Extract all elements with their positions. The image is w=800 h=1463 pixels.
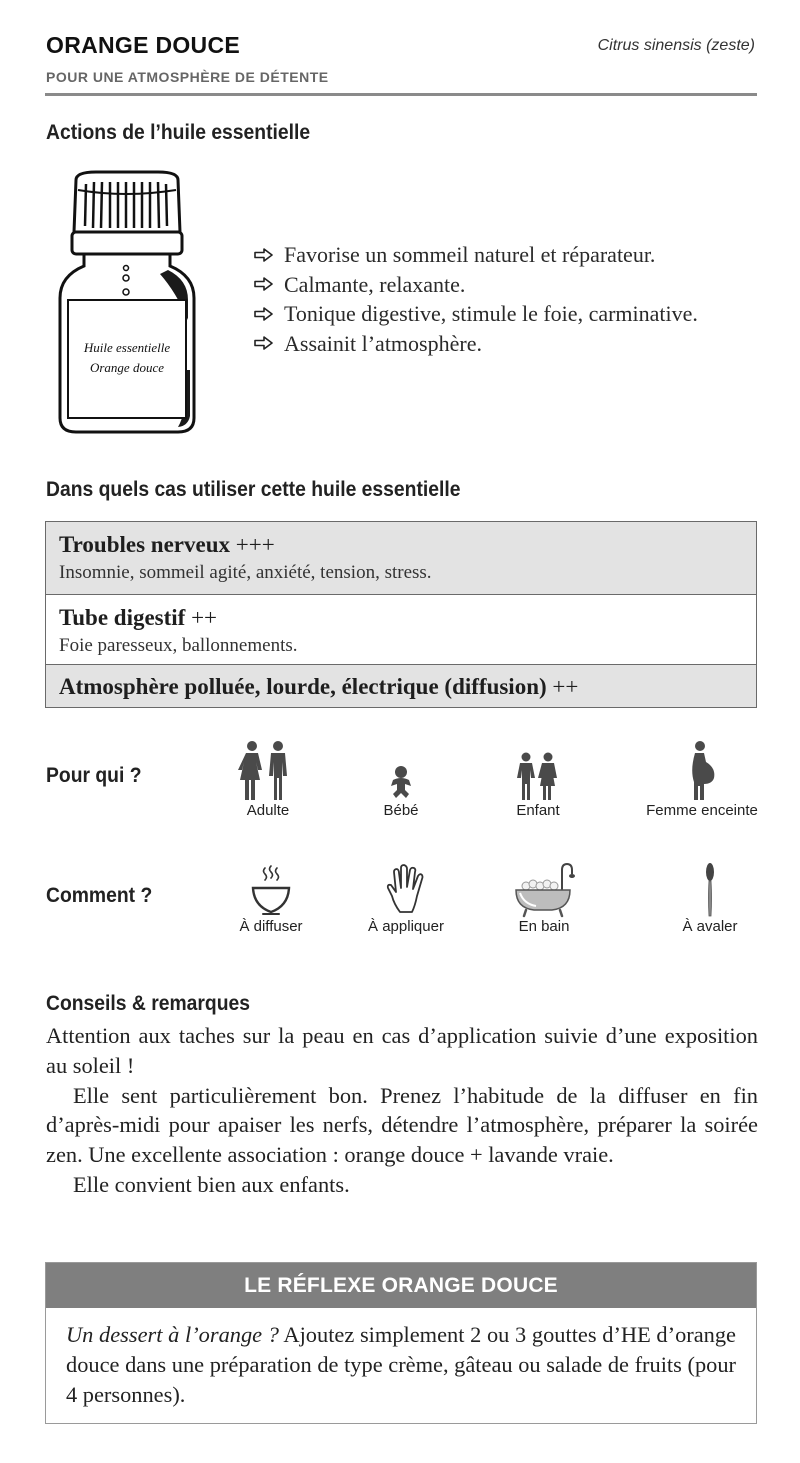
action-item xyxy=(254,270,698,300)
audience-label: Femme enceinte xyxy=(646,802,758,819)
action-item-text: Favorise un sommeil naturel et réparateur. xyxy=(284,242,656,267)
page-title: ORANGE DOUCE xyxy=(46,32,241,58)
arrow-right-icon xyxy=(254,307,274,321)
method-label: En bain xyxy=(518,918,570,935)
audience-adult xyxy=(218,740,318,819)
header-divider xyxy=(45,93,757,96)
method-label: À diffuser xyxy=(239,918,303,935)
bathtub-icon xyxy=(512,862,576,918)
spoon-icon xyxy=(678,862,742,918)
case-title-line xyxy=(59,672,743,702)
case-row xyxy=(46,522,756,594)
comment-heading: Comment ? xyxy=(46,884,153,907)
audience-child xyxy=(488,740,588,819)
conseils-paragraph: Attention aux taches sur la peau en cas d’application suivie d’une exposition au soleil ! xyxy=(46,1023,758,1078)
action-item xyxy=(254,299,698,329)
children-icon xyxy=(506,740,570,802)
actions-heading: Actions de l’huile essentielle xyxy=(46,121,311,144)
bottle-label-line1: Huile essentielle xyxy=(83,340,171,355)
arrow-right-icon xyxy=(254,336,274,350)
case-rating: ++ xyxy=(552,674,579,699)
arrow-right-icon xyxy=(254,277,274,291)
method-label: À avaler xyxy=(682,918,738,935)
case-title: Tube digestif xyxy=(59,605,186,630)
audience-pregnant-woman xyxy=(640,740,764,819)
method-label: À appliquer xyxy=(368,918,444,935)
case-row xyxy=(46,594,756,664)
conseils-heading: Conseils & remarques xyxy=(46,992,251,1015)
action-item-text: Tonique digestive, stimule le foie, carminative. xyxy=(284,301,698,326)
latin-name: Citrus sinensis (zeste) xyxy=(597,37,755,54)
method-bath xyxy=(494,862,594,935)
case-rating: +++ xyxy=(235,532,275,557)
action-item xyxy=(254,329,698,359)
case-rating: ++ xyxy=(191,605,218,630)
adults-icon xyxy=(236,740,300,802)
reflexe-question: Un dessert à l’orange ? xyxy=(66,1322,279,1347)
audience-label: Bébé xyxy=(383,802,419,819)
reflexe-text xyxy=(46,1308,756,1409)
case-title: Atmosphère polluée, lourde, électrique (diffusion) xyxy=(59,674,547,699)
page-subtitle: POUR UNE ATMOSPHÈRE DE DÉTENTE xyxy=(46,69,329,85)
pour-qui-heading: Pour qui ? xyxy=(46,764,142,787)
action-item-text: Calmante, relaxante. xyxy=(284,271,466,297)
reflexe-body: Ajoutez simplement 2 ou 3 gouttes d’HE d’orange douce dans une préparation de type crème, gâteau ou salade de fruits (pour 4 personnes). xyxy=(66,1322,736,1407)
arrow-right-icon xyxy=(254,248,274,262)
conseils-paragraph: Elle convient bien aux enfants. xyxy=(73,1171,350,1197)
steaming-bowl-icon xyxy=(239,862,303,918)
case-title: Troubles nerveux xyxy=(59,532,231,557)
essential-oil-bottle-illustration xyxy=(56,170,198,436)
audience-label: Adulte xyxy=(246,802,290,819)
method-swallow xyxy=(660,862,760,935)
case-description: Insomnie, sommeil agité, anxiété, tension, stress. xyxy=(59,562,432,583)
action-item-text: Assainit l’atmosphère. xyxy=(284,330,482,356)
case-description: Foie paresseux, ballonnements. xyxy=(59,635,298,656)
case-row xyxy=(46,664,756,707)
actions-list xyxy=(254,240,698,358)
bottle-label-line2: Orange douce xyxy=(89,360,165,375)
method-diffuse xyxy=(221,862,321,935)
reflexe-heading: LE RÉFLEXE ORANGE DOUCE xyxy=(46,1263,756,1308)
cases-heading: Dans quels cas utiliser cette huile essentielle xyxy=(46,478,461,501)
audience-label: Enfant xyxy=(516,802,560,819)
pregnant-woman-icon xyxy=(670,740,734,802)
conseils-paragraph: Elle sent particulièrement bon. Prenez l’habitude de la diffuser en fin d’après-midi pour apaiser les nerfs, détendre l’atmosphère, préparer la soirée zen. Une excellente association : orange douce + lavande vraie. xyxy=(46,1082,758,1168)
case-title-line xyxy=(59,530,743,560)
action-item xyxy=(254,240,698,270)
conseils-text xyxy=(46,1021,758,1200)
reflexe-box xyxy=(45,1262,757,1424)
baby-icon xyxy=(369,740,433,802)
cases-table xyxy=(45,521,757,708)
case-title-line xyxy=(59,603,743,633)
hand-icon xyxy=(374,862,438,918)
method-apply xyxy=(356,862,456,935)
audience-baby xyxy=(351,740,451,819)
